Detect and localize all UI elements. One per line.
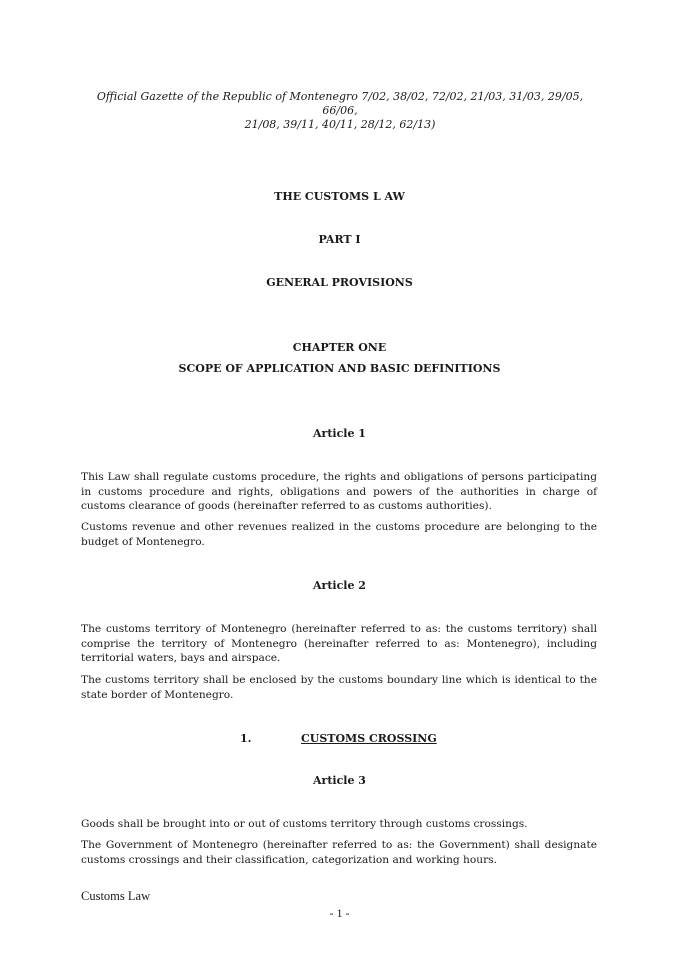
gazette-line-2: 21/08, 39/11, 40/11, 28/12, 62/13) (244, 118, 436, 131)
gazette-line-1: Official Gazette of the Republic of Montenegro 7/02, 38/02, 72/02, 21/03, 31/03, 29/05, 66/06, (96, 90, 584, 117)
section-number: 1. (240, 732, 252, 745)
article-1-paragraph-1: This Law shall regulate customs procedure, the rights and obligations of persons participating in customs procedure and rights, obligations and powers of the authorities in charge of customs clearance of goods (hereinafter referred to as customs authorities). (81, 471, 597, 512)
law-title: THE CUSTOMS L AW (274, 190, 405, 203)
article-2-heading: Article 2 (313, 579, 366, 592)
footer-document-title: Customs Law (81, 889, 151, 903)
part-title: PART I (318, 233, 361, 246)
article-3-paragraph-2: The Government of Montenegro (hereinafter referred to as: the Government) shall designate customs crossings and their classification, categorization and working hours. (81, 839, 597, 866)
article-3-paragraph-1: Goods shall be brought into or out of customs territory through customs crossings. (81, 818, 528, 830)
section-title: CUSTOMS CROSSING (301, 732, 437, 745)
article-1-paragraph-2: Customs revenue and other revenues realized in the customs procedure are belonging to the budget of Montenegro. (81, 521, 597, 548)
article-2-paragraph-1: The customs territory of Montenegro (hereinafter referred to as: the customs territory) shall comprise the territory of Montenegro (hereinafter referred to as: Montenegro), including territorial waters, bays and airspace. (81, 623, 597, 664)
chapter-title: CHAPTER ONE (292, 341, 387, 354)
article-1-heading: Article 1 (313, 427, 366, 440)
article-3-heading: Article 3 (313, 774, 366, 787)
page-number: - 1 - (329, 906, 350, 920)
article-2-paragraph-2: The customs territory shall be enclosed by the customs boundary line which is identical to the state border of Montenegro. (81, 674, 597, 701)
part-name: GENERAL PROVISIONS (266, 276, 413, 289)
chapter-name: SCOPE OF APPLICATION AND BASIC DEFINITIONS (178, 362, 501, 375)
gazette-citation (80, 90, 600, 132)
